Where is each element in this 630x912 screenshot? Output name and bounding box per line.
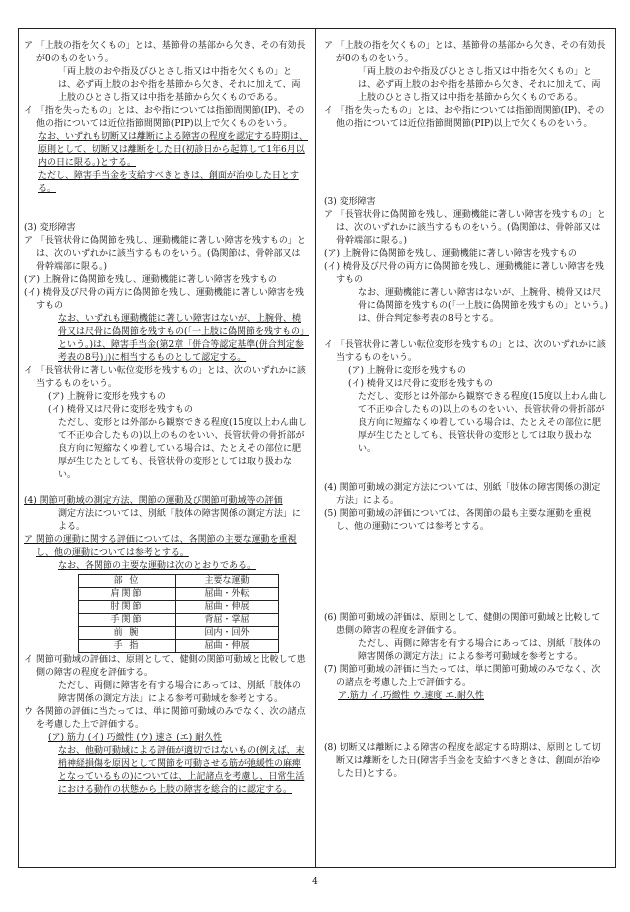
right-s1b: 「両上肢のおや指及びひとさし指又は中指を欠くもの」とは、必ず両上肢のおや指を基節から欠き、それに加えて、両上肢のひとさし指又は中指を基節から欠くものである。	[358, 67, 601, 103]
left-s3a: ア 「長管状骨に偽関節を残し、運動機能に著しい障害を残すもの」とは、次のいずれかに該当するものをいう。(偽関節は、骨幹部又は骨幹端部に限る。)	[24, 236, 306, 272]
left-s3-heading: (3) 変形障害	[24, 223, 76, 233]
right-s4: (4) 関節可動域の測定方法については、別紙「肢体の障害関係の測定方法」による。	[324, 483, 601, 506]
table-row	[79, 627, 279, 640]
table-row	[79, 588, 279, 601]
left-s3b2: (イ) 橈骨又は尺骨に変形を残すもの	[48, 405, 193, 415]
right-s1c: イ 「指を失ったもの」とは、おや指については指節間関節(IP)、その他の指については近位指節間関節(PIP)以上で欠くものをいう。	[324, 106, 605, 129]
left-s3a3: なお、いずれも運動機能に著しい障害はないが、上腕骨、橈骨又は尺骨に偽関節を残すもの(「一上肢に偽関節を残すもの」という。)は、障害手当金(第2章「併合等認定基準(併合判定参考表の8号)」)に相当するものとして認定する。	[58, 314, 310, 363]
right-s1a: ア 「上肢の指を欠くもの」とは、基節骨の基部から欠き、その有効長が0のものをいう。	[324, 41, 606, 64]
right-s6b: ただし、両側に障害を有する場合にあっては、別紙「肢体の障害関係の測定方法」による参考可動域を参考とする。	[358, 639, 601, 662]
left-s3b1: (ア) 上腕骨に変形を残すもの	[48, 392, 166, 402]
right-s3a3: なお、運動機能に著しい障害はないが、上腕骨、橈骨又は尺骨に偽関節を残すもの(「一上肢に偽関節を残すもの」という。)は、併合判定参考表の8号とする。	[358, 288, 609, 324]
left-s3b: イ 「長管状骨に著しい転位変形を残すもの」とは、次のいずれかに該当するものをいう。	[24, 366, 306, 389]
left-s4g: (ア) 筋力 (イ) 巧緻性 (ウ) 速さ (エ) 耐久性	[48, 733, 223, 743]
left-s4h: なお、他動可動域による評価が適切ではないもの(例えば、末梢神経損傷を原因として関節を可動させる筋が弛緩性の麻痺となっているもの)については、上記諸点を考慮し、日常生活における動作の状態から上肢の障害を総合的に認定する。	[58, 746, 305, 795]
right-s3a1: (ア) 上腕骨に偽関節を残し、運動機能に著しい障害を残すもの	[324, 249, 577, 259]
table-row	[79, 614, 279, 627]
left-s4-heading: (4) 関節可動域の測定方法、関節の運動及び関節可動域等の評価	[24, 496, 283, 506]
right-s3a: ア 「長管状骨に偽関節を残し、運動機能に著しい障害を残すもの」とは、次のいずれかに該当するものをいう。(偽関節は、骨幹部又は骨幹端部に限る。)	[324, 210, 606, 246]
table-header-row	[79, 575, 279, 588]
table-header-cell: 主要な運動	[176, 575, 279, 588]
right-s7a: (7) 関節可動域の評価に当たっては、単に関節可動域のみでなく、次の諸点を考慮した上で評価する。	[324, 665, 601, 688]
right-s3-heading: (3) 変形障害	[324, 197, 376, 207]
right-s8: (8) 切断又は離断による障害の程度を認定する時期は、原則として切断又は離断をした日(障害手当金を支給すべきときは、創面が治ゆした日)とする。	[324, 743, 601, 779]
left-s3b3: ただし、変形とは外部から観察できる程度(15度以上わん曲して不正ゆ合したもの)以上のものをいい、長管状骨の骨折部が良方向に短縮なくゆ着している場合は、たとえその部位に肥厚が生じたとしても、長管状骨の変形としては取り扱わない。	[58, 418, 307, 480]
left-s4c: なお、各関節の主要な運動は次のとおりである。	[58, 561, 257, 571]
right-s3b3: ただし、変形とは外部から観察できる程度(15度以上わん曲して不正ゆ合したもの)以上のものをいい、長管状骨の骨折部が良方向に短縮なくゆ着している場合は、たとえその部位に肥厚が生じたとしても、長管状骨の変形としては取り扱わない。	[358, 392, 607, 454]
left-s1a: ア 「上肢の指を欠くもの」とは、基節骨の基部から欠き、その有効長が0のものをいう。	[24, 41, 306, 64]
table-cell: 屈曲・外転	[176, 588, 279, 601]
right-s6a: (6) 関節可動域の評価は、原則として、健側の関節可動域と比較して患側の障害の程度を評価する。	[324, 613, 601, 636]
table-cell: 手関節	[79, 614, 176, 627]
table-cell: 手 指	[79, 640, 176, 653]
table-cell: 肘関節	[79, 601, 176, 614]
right-s3b1: (ア) 上腕骨に変形を残すもの	[348, 366, 466, 376]
column-divider	[315, 28, 316, 868]
left-s4d: イ 関節可動域の評価は、原則として、健側の関節可動域と比較して患側の障害の程度を評価する。	[24, 655, 306, 678]
left-s1d: なお、いずれも切断又は離断による障害の程度を認定する時期は、原則として、切断又は離断をした日(初診日から起算して1年6月以内の日に限る。)とする。	[38, 132, 309, 168]
table-header-cell: 部 位	[79, 575, 176, 588]
right-s3b2: (イ) 橈骨又は尺骨に変形を残すもの	[348, 379, 493, 389]
table-row	[79, 601, 279, 614]
right-s3a2: (イ) 橈骨及び尺骨の両方に偽関節を残し、運動機能に著しい障害を残すもの	[324, 262, 604, 285]
table-cell: 背屈・掌屈	[176, 614, 279, 627]
left-s3a2: (イ) 橈骨及び尺骨の両方に偽関節を残し、運動機能に著しい障害を残すもの	[24, 288, 304, 311]
left-s1e: ただし、障害手当金を支給すべきときは、創面が治ゆした日とする。	[38, 171, 299, 194]
table-cell: 前 腕	[79, 627, 176, 640]
table-cell: 屈曲・伸展	[176, 640, 279, 653]
table-cell: 屈曲・伸展	[176, 601, 279, 614]
table-cell: 肩関節	[79, 588, 176, 601]
left-s4e: ただし、両側に障害を有する場合にあっては、別紙「肢体の障害関係の測定方法」による参考可動域を参考とする。	[58, 681, 301, 704]
right-s7b: ア.筋力 イ.巧緻性 ウ.速度 エ.耐久性	[338, 691, 485, 701]
left-s4f: ウ 各関節の評価に当たっては、単に関節可動域のみでなく、次の諸点を考慮した上で評価する。	[24, 707, 306, 730]
left-s4b: ア 関節の運動に関する評価については、各関節の主要な運動を重視し、他の運動については参考とする。	[24, 535, 297, 558]
right-column	[324, 40, 609, 781]
page-number: 4	[312, 877, 318, 887]
left-s1c: イ 「指を失ったもの」とは、おや指については指節間関節(IP)、その他の指については近位指節間関節(PIP)以上で欠くものをいう。	[24, 106, 305, 129]
right-s3b: イ 「長管状骨に著しい転位変形を残すもの」とは、次のいずれかに該当するものをいう。	[324, 340, 606, 363]
left-s3a1: (ア) 上腕骨に偽関節を残し、運動機能に著しい障害を残すもの	[24, 275, 277, 285]
table-row	[79, 640, 279, 653]
movement-table	[78, 574, 279, 653]
table-cell: 回内・回外	[176, 627, 279, 640]
right-s5: (5) 関節可動域の評価については、各関節の最も主要な運動を重視し、他の運動については参考とする。	[324, 509, 592, 532]
left-s4a: 測定方法については、別紙「肢体の障害関係の測定方法」による。	[58, 509, 301, 532]
left-s1b: 「両上肢のおや指及びひとさし指又は中指を欠くもの」とは、必ず両上肢のおや指を基節から欠き、それに加えて、両上肢のひとさし指又は中指を基節から欠くものである。	[58, 67, 301, 103]
left-column	[24, 40, 309, 797]
